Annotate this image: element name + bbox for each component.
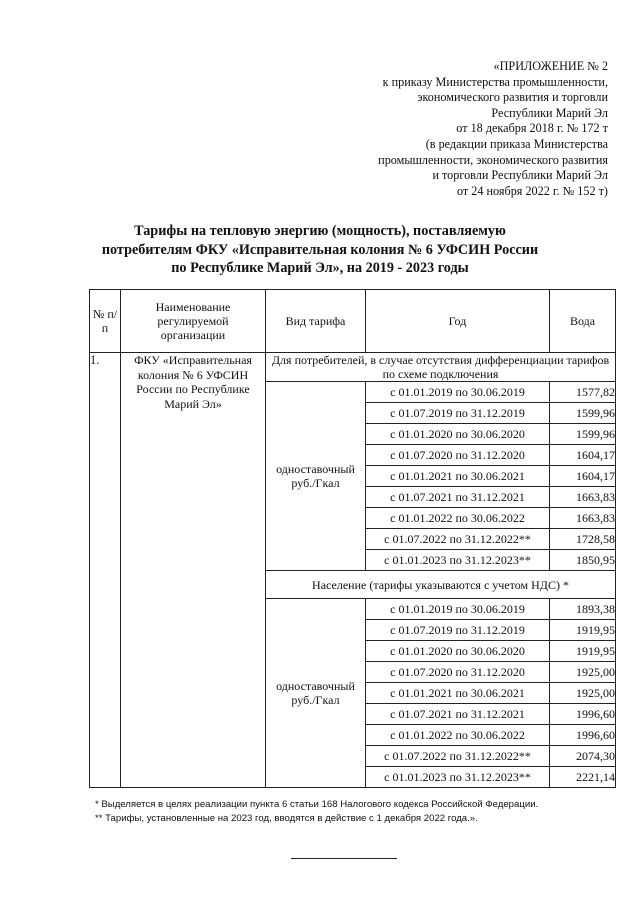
tariff-type: одноставочный руб./Гкал <box>266 599 366 788</box>
group-row <box>90 353 616 382</box>
period-cell: с 01.07.2019 по 31.12.2019 <box>366 620 550 641</box>
appendix-line: экономического развития и торговли <box>417 90 608 105</box>
appendix-line: и торговли Республики Марий Эл <box>432 168 608 183</box>
header-year: Год <box>366 290 550 353</box>
appendix-header <box>328 59 608 199</box>
value-cell: 1925,00 <box>550 662 616 683</box>
footnotes <box>95 798 538 825</box>
period-cell: с 01.01.2019 по 30.06.2019 <box>366 382 550 403</box>
period-cell: с 01.01.2021 по 30.06.2021 <box>366 683 550 704</box>
row-number: 1. <box>90 353 121 788</box>
period-cell: с 01.07.2021 по 31.12.2021 <box>366 704 550 725</box>
period-cell: с 01.01.2019 по 30.06.2019 <box>366 599 550 620</box>
organization-name: ФКУ «Исправительная колония № 6 УФСИН России по Республике Марий Эл» <box>121 353 266 788</box>
value-cell: 1996,60 <box>550 725 616 746</box>
value-cell: 1599,96 <box>550 424 616 445</box>
tariff-type: одноставочный руб./Гкал <box>266 382 366 571</box>
header-value: Вода <box>550 290 616 353</box>
appendix-line: «ПРИЛОЖЕНИЕ № 2 <box>493 59 608 73</box>
header-tariff-type: Вид тарифа <box>266 290 366 353</box>
period-cell: с 01.07.2022 по 31.12.2022** <box>366 746 550 767</box>
appendix-line: промышленности, экономического развития <box>378 152 608 167</box>
period-cell: с 01.01.2020 по 30.06.2020 <box>366 641 550 662</box>
appendix-line: от 24 ноября 2022 г. № 152 т) <box>456 183 608 198</box>
title-line: Тарифы на тепловую энергию (мощность), поставляемую <box>134 223 506 239</box>
end-divider <box>291 858 397 859</box>
period-cell: с 01.07.2020 по 31.12.2020 <box>366 662 550 683</box>
title-line: потребителям ФКУ «Исправительная колония № 6 УФСИН России <box>101 241 539 258</box>
value-cell: 1604,17 <box>550 445 616 466</box>
value-cell: 1577,82 <box>550 382 616 403</box>
period-cell: с 01.01.2022 по 30.06.2022 <box>366 508 550 529</box>
document-title <box>70 222 570 278</box>
value-cell: 1663,83 <box>550 508 616 529</box>
header-num: № п/п <box>90 290 121 353</box>
period-cell: с 01.07.2021 по 31.12.2021 <box>366 487 550 508</box>
period-cell: с 01.07.2022 по 31.12.2022** <box>366 529 550 550</box>
group-label: Для потребителей, в случае отсутствия дифференциации тарифов по схеме подключения <box>266 353 616 382</box>
header-org: Наименование регулируемой организации <box>121 290 266 353</box>
appendix-line: от 18 декабря 2018 г. № 172 т <box>456 121 608 136</box>
tariff-table <box>89 289 616 788</box>
appendix-line: Республики Марий Эл <box>491 105 608 120</box>
value-cell: 1850,95 <box>550 550 616 571</box>
value-cell: 1599,96 <box>550 403 616 424</box>
footnote: ** Тарифы, установленные на 2023 год, вводятся в действие с 1 декабря 2022 года.». <box>95 812 478 824</box>
value-cell: 1919,95 <box>550 620 616 641</box>
period-cell: с 01.01.2020 по 30.06.2020 <box>366 424 550 445</box>
period-cell: с 01.07.2019 по 31.12.2019 <box>366 403 550 424</box>
value-cell: 1925,00 <box>550 683 616 704</box>
value-cell: 1919,95 <box>550 641 616 662</box>
period-cell: с 01.07.2020 по 31.12.2020 <box>366 445 550 466</box>
value-cell: 2074,30 <box>550 746 616 767</box>
footnote: * Выделяется в целях реализации пункта 6 статьи 168 Налогового кодекса Российской Федерации. <box>95 799 539 810</box>
appendix-line: (в редакции приказа Министерства <box>425 136 608 151</box>
appendix-line: к приказу Министерства промышленности, <box>382 74 608 89</box>
period-cell: с 01.01.2023 по 31.12.2023** <box>366 550 550 571</box>
value-cell: 1893,38 <box>550 599 616 620</box>
value-cell: 2221,14 <box>550 767 616 788</box>
period-cell: с 01.01.2021 по 30.06.2021 <box>366 466 550 487</box>
period-cell: с 01.01.2023 по 31.12.2023** <box>366 767 550 788</box>
group-label: Население (тарифы указываются с учетом НДС) * <box>266 571 616 599</box>
value-cell: 1663,83 <box>550 487 616 508</box>
title-line: по Республике Марий Эл», на 2019 - 2023 годы <box>171 260 469 276</box>
value-cell: 1728,58 <box>550 529 616 550</box>
value-cell: 1604,17 <box>550 466 616 487</box>
value-cell: 1996,60 <box>550 704 616 725</box>
period-cell: с 01.01.2022 по 30.06.2022 <box>366 725 550 746</box>
